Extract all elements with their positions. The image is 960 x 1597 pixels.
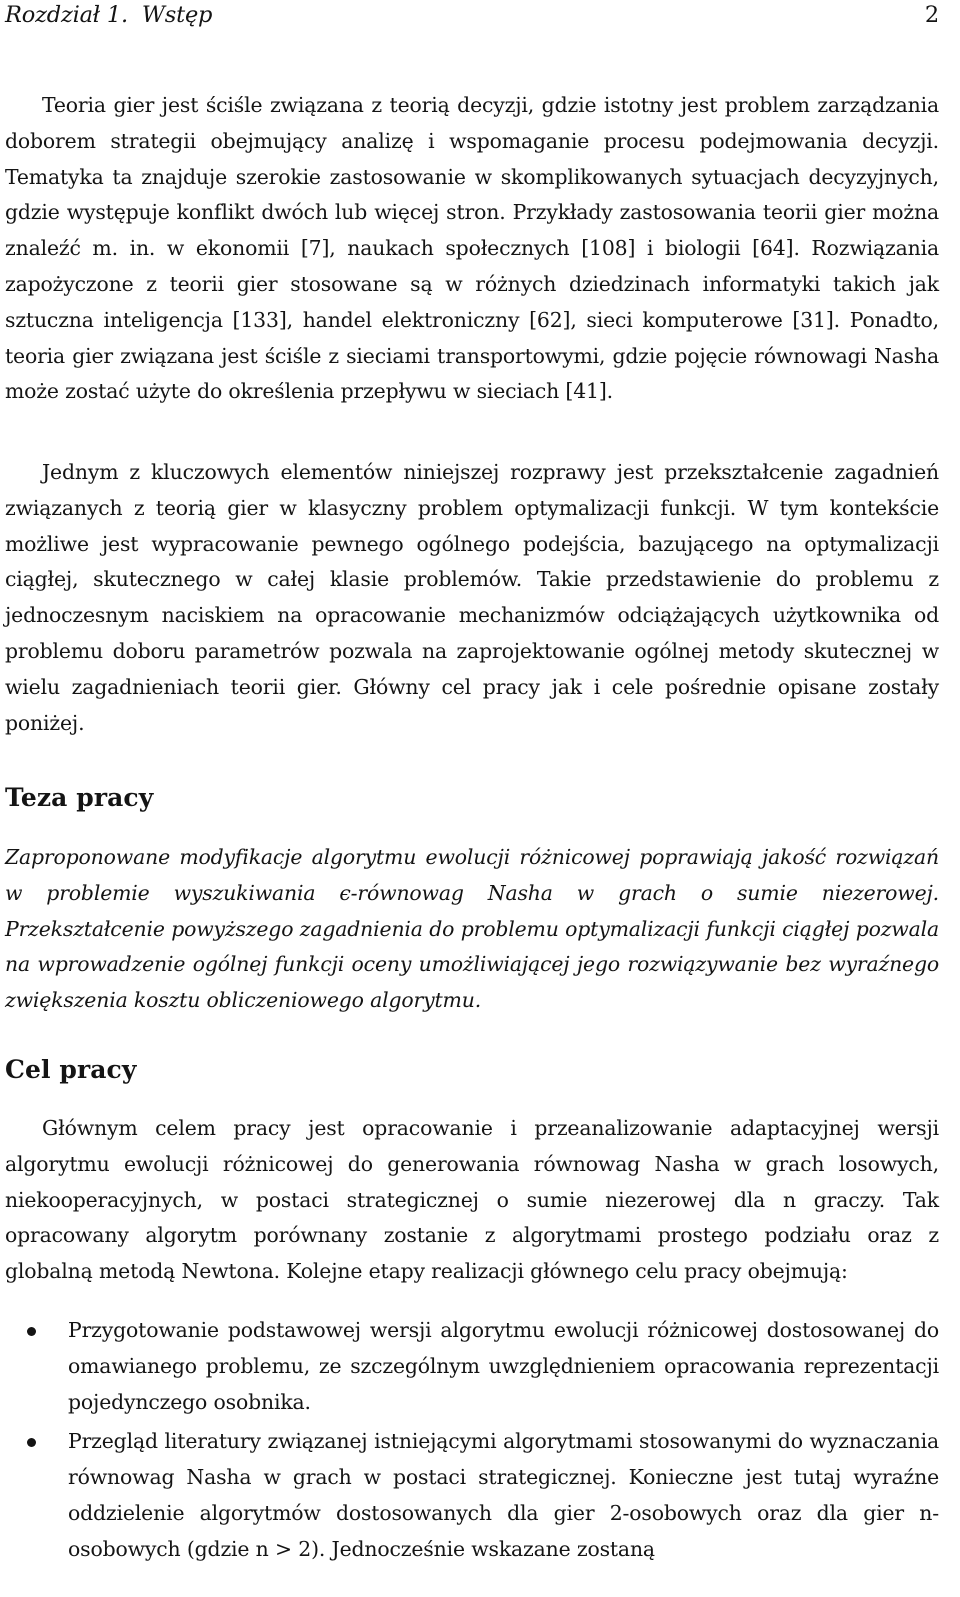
running-header bbox=[5, 0, 939, 30]
list-item bbox=[5, 1313, 939, 1420]
page-number: 2 bbox=[924, 2, 939, 28]
section-heading-thesis: Teza pracy bbox=[5, 783, 154, 812]
chapter-title: Rozdział 1. Wstęp bbox=[5, 2, 213, 28]
intro-paragraph-2: Jednym z kluczowych elementów niniejszej rozprawy jest przekształcenie zagadnień związanych z teorią gier w klasyczny problem optymalizacji funkcji. W tym kontekście możliwe jest wypracowanie pewnego ogólnego podejścia, bazującego na optymalizacji ciągłej, skutecznego w całej klasie problemów. Takie przedstawienie do problemu z jednoczesnym naciskiem na opracowanie mechanizmów odciążających użytkownika od problemu doboru parametrów pozwala na zaprojektowanie ogólnej metody skutecznej w wielu zagadnieniach teorii gier. Główny cel pracy jak i cele pośrednie opisane zostały poniżej. bbox=[5, 460, 939, 735]
bullet-icon bbox=[27, 1327, 36, 1336]
bullet-icon bbox=[27, 1438, 36, 1447]
list-item-text: Przegląd literatury związanej istniejącymi algorytmami stosowanymi do wyznaczania równowag Nasha w grach w postaci strategicznej. Konieczne jest tutaj wyraźne oddzielenie algorytmów dostosowanych dla gier 2-osobowych oraz dla gier n-osobowych (gdzie n > 2). Jednocześnie wskazane zostaną bbox=[68, 1429, 939, 1561]
list-item bbox=[5, 1424, 939, 1567]
goal-paragraph: Głównym celem pracy jest opracowanie i przeanalizowanie adaptacyjnej wersji algorytmu ewolucji różnicowej do generowania równowag Nasha w grach losowych, niekooperacyjnych, w postaci strategicznej o sumie niezerowej dla n graczy. Tak opracowany algorytm porównany zostanie z algorytmami prostego podziału oraz z globalną metodą Newtona. Kolejne etapy realizacji głównego celu pracy obejmują: bbox=[5, 1116, 939, 1284]
section-heading-goal: Cel pracy bbox=[5, 1055, 137, 1084]
intro-paragraph-1: Teoria gier jest ściśle związana z teorią decyzji, gdzie istotny jest problem zarządzania doborem strategii obejmujący analizę i wspomaganie procesu podejmowania decyzji. Tematyka ta znajduje szerokie zastosowanie w skomplikowanych sytuacjach decyzyjnych, gdzie występuje konflikt dwóch lub więcej stron. Przykłady zastosowania teorii gier można znaleźć m. in. w ekonomii [7], naukach społecznych [108] i biologii [64]. Rozwiązania zapożyczone z teorii gier stosowane są w różnych dziedzinach informatyki takich jak sztuczna inteligencja [133], handel elektroniczny [62], sieci komputerowe [31]. Ponadto, teoria gier związana jest ściśle z sieciami transportowymi, gdzie pojęcie równowagi Nasha może zostać użyte do określenia przepływu w sieciach [41]. bbox=[5, 93, 939, 404]
list-item-text: Przygotowanie podstawowej wersji algorytmu ewolucji różnicowej dostosowanej do omawianego problemu, ze szczególnym uwzględnieniem opracowania reprezentacji pojedynczego osobnika. bbox=[68, 1318, 939, 1414]
thesis-statement: Zaproponowane modyfikacje algorytmu ewolucji różnicowej poprawiają jakość rozwiązań w problemie wyszukiwania ϵ-równowag Nasha w grach o sumie niezerowej. Przekształcenie powyższego zagadnienia do problemu optymalizacji funkcji ciągłej pozwala na wprowadzenie ogólnej funkcji oceny umożliwiającej jego rozwiązywanie bez wyraźnego zwiększenia kosztu obliczeniowego algorytmu. bbox=[5, 845, 939, 1013]
goal-steps-list bbox=[5, 1313, 939, 1572]
